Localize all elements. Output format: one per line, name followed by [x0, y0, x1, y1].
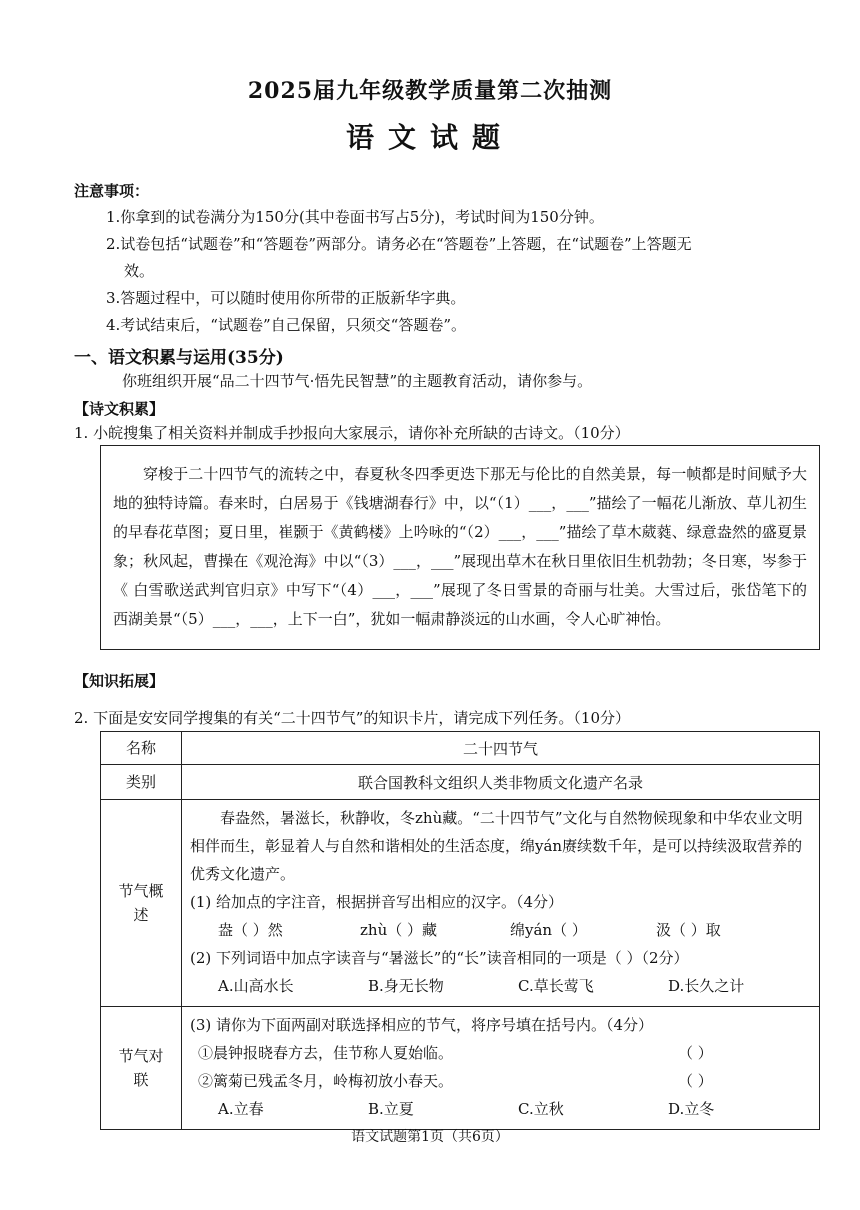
sub-question-2: (2) 下列词语中加点字读音与“暑滋长”的“长”读音相同的一项是（ ）（2分） — [190, 949, 689, 967]
type-value: 联合国教科文组织人类非物质文化遗产名录 — [182, 765, 820, 800]
table-row — [101, 765, 820, 800]
knowledge-card-table — [100, 731, 820, 1130]
notice-item: 3.答题过程中，可以随时使用你所带的正版新华字典。 — [106, 289, 466, 307]
couplet-cell — [182, 1007, 820, 1130]
sub3-options — [190, 1095, 811, 1123]
overview-cell — [182, 800, 820, 1007]
sub-question-1: (1) 给加点的字注音，根据拼音写出相应的汉字。（4分） — [190, 893, 564, 911]
type-label: 类别 — [101, 765, 182, 800]
notice-item: 2.试卷包括“试题卷”和“答题卷”两部分。请务必在“答题卷”上答题，在“试题卷”上答题无 — [106, 235, 692, 253]
page-footer: 语文试题第1页（共6页） — [351, 1129, 509, 1145]
answer-blank: （ ） — [678, 1044, 713, 1062]
question-2: 2. 下面是安安同学搜集的有关“二十四节气”的知识卡片，请完成下列任务。（10分） — [74, 709, 631, 727]
table-row — [101, 1007, 820, 1130]
option: B.立夏 — [368, 1100, 414, 1118]
option: D.立冬 — [668, 1100, 715, 1118]
overview-text: 春盎然，暑滋长，秋静收，冬zhù藏。“二十四节气”文化与自然物候现象和中华农业文明相伴而生，彰显着人与自然和谐相处的生活态度，绵yán赓续数千年，是可以持续汲取营养的优秀文化遗产。 — [190, 809, 803, 883]
sub-question-3: (3) 请你为下面两副对联选择相应的节气，将序号填在括号内。（4分） — [190, 1016, 654, 1034]
sub1-items — [190, 916, 811, 944]
option: D.长久之计 — [668, 977, 745, 995]
couplet: ②篱菊已残孟冬月，岭梅初放小春天。 — [198, 1072, 454, 1090]
answer-blank: （ ） — [678, 1072, 713, 1090]
exam-title: 2025届九年级教学质量第二次抽测 — [247, 78, 613, 104]
notice-item-continued: 效。 — [124, 262, 155, 280]
subject-title: 语文试题 — [345, 121, 514, 154]
notice-title: 注意事项： — [74, 182, 150, 200]
couplet-row — [190, 1067, 811, 1095]
sub1-item: zhù（ ）藏 — [360, 921, 437, 939]
sub1-item: 汲（ ）取 — [656, 921, 721, 939]
option: C.立秋 — [518, 1100, 564, 1118]
couplet: ①晨钟报晓春方去，佳节称人夏始临。 — [198, 1044, 454, 1062]
table-row — [101, 732, 820, 765]
overview-label: 节气概述 — [101, 800, 182, 1007]
table-row — [101, 800, 820, 1007]
option: C.草长莺飞 — [518, 977, 594, 995]
name-label: 名称 — [101, 732, 182, 765]
option: A.山高水长 — [218, 977, 294, 995]
option: A.立春 — [218, 1100, 264, 1118]
name-value: 二十四节气 — [182, 732, 820, 765]
couplet-row — [190, 1039, 811, 1067]
passage-text: 穿梭于二十四节气的流转之中，春夏秋冬四季更迭下那无与伦比的自然美景，每一帧都是时间赋予大地的独特诗篇。春来时，白居易于《钱塘湖春行》中，以“（1）___，___”描绘了一幅花儿渐放、草儿初生的早春花草图；夏日里，崔颢于《黄鹤楼》上吟咏的“（2）___，___”描绘了草木葳蕤、绿意盎然的盛夏景象；秋风起，曹操在《观沧海》中以“（3）___，___”展现出草木在秋日里依旧生机勃勃；冬日寒，岑参于《 白雪歌送武判官归京》中写下“（4）___，___”展现了冬日雪景的奇丽与壮美。大雪过后，张岱笔下的西湖美景“（5）___，___，上下一白”，犹如一幅肃静淡远的山水画，令人心旷神怡。 — [113, 465, 807, 628]
part-heading: 【知识拓展】 — [74, 672, 165, 690]
section-intro: 你班组织开展“品二十四节气·悟先民智慧”的主题教育活动，请你参与。 — [122, 372, 593, 390]
couplet-label: 节气对联 — [101, 1007, 182, 1130]
notice-item: 4.考试结束后，“试题卷”自己保留，只须交“答题卷”。 — [106, 316, 466, 334]
sub2-options — [190, 972, 811, 1000]
part-heading: 【诗文积累】 — [74, 400, 165, 418]
sub1-item: 盎（ ）然 — [218, 921, 283, 939]
question-1: 1. 小皖搜集了相关资料并制成手抄报向大家展示，请你补充所缺的古诗文。（10分） — [74, 424, 630, 442]
sub1-item: 绵yán（ ） — [510, 921, 587, 939]
passage-box — [100, 445, 820, 650]
section-title: 一、语文积累与运用(35分) — [74, 348, 284, 368]
notice-item: 1.你拿到的试卷满分为150分(其中卷面书写占5分)，考试时间为150分钟。 — [106, 208, 604, 226]
option: B.身无长物 — [368, 977, 444, 995]
